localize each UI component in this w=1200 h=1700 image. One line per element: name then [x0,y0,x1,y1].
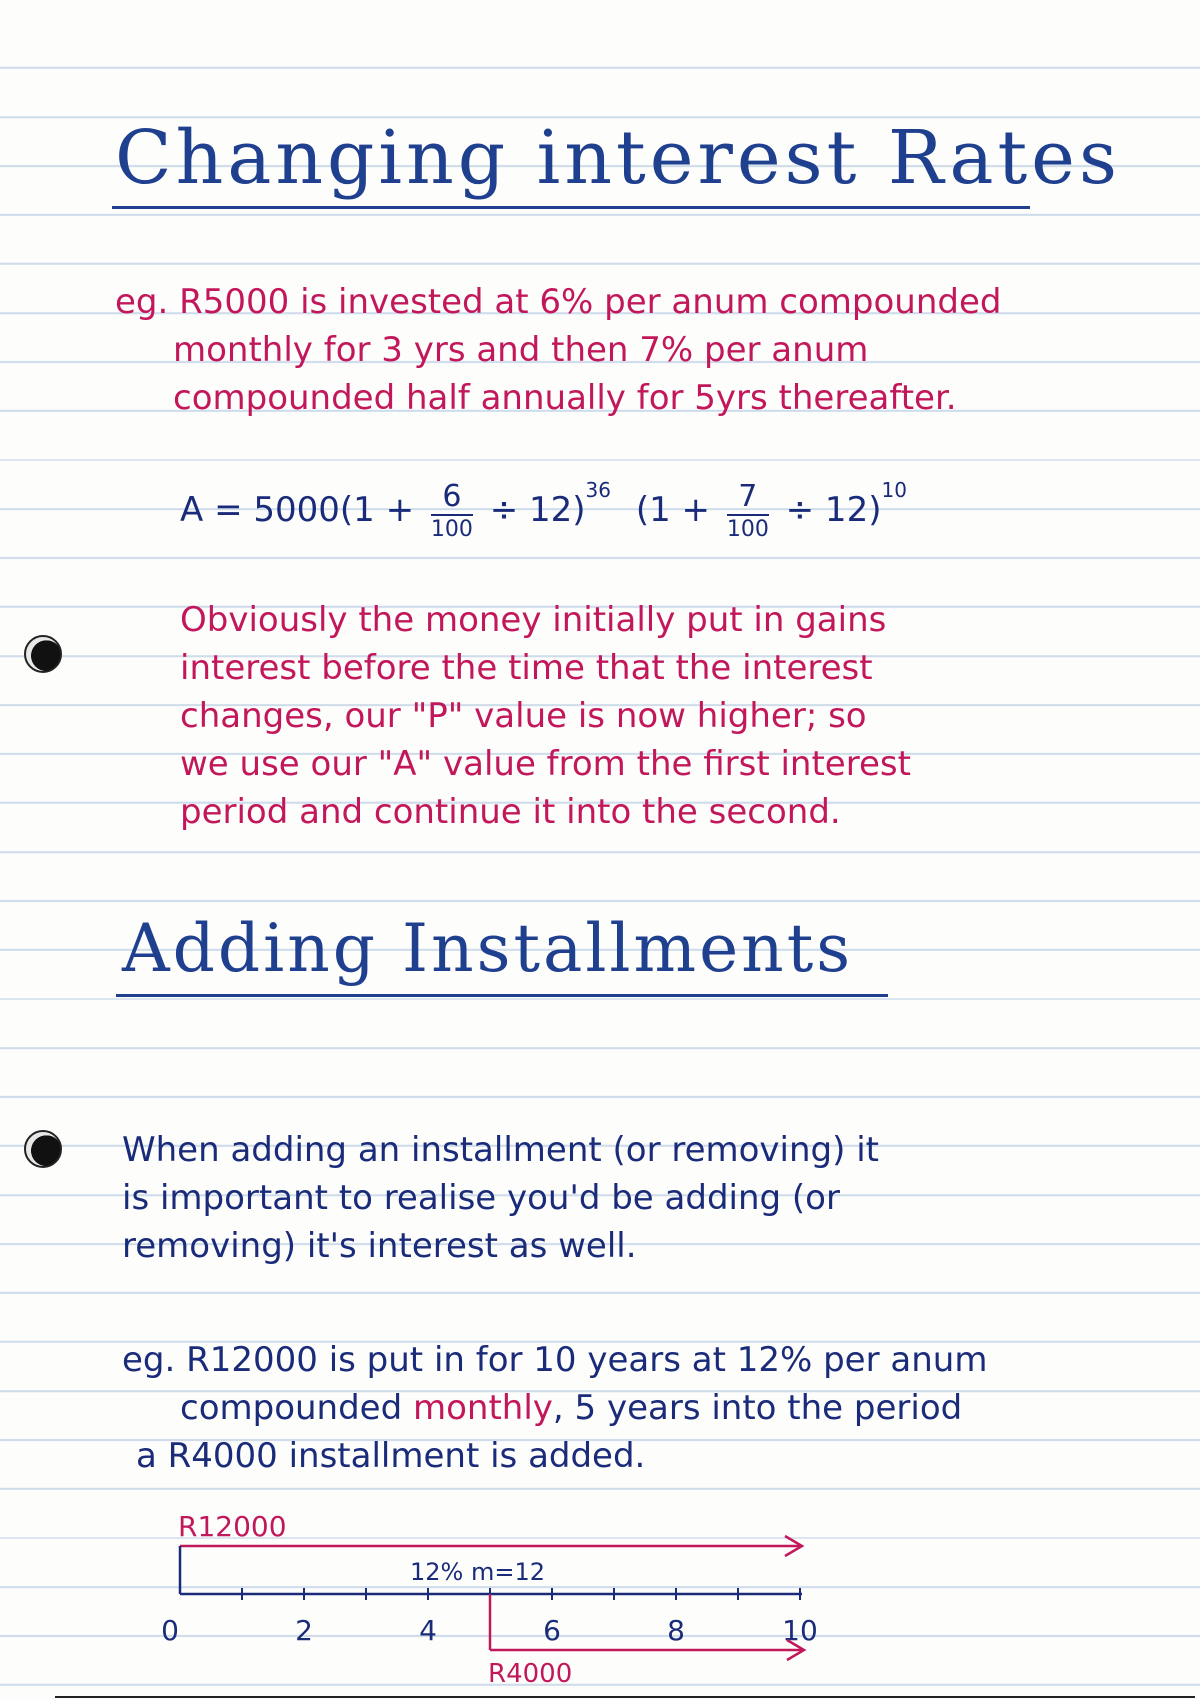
formula-lhs: A = 5000 [180,490,340,530]
timeline-bottom-label: R4000 [488,1659,573,1689]
timeline-tick-label: 10 [782,1614,818,1647]
timeline-diagram [140,1500,840,1690]
formula-fraction-1 [431,480,473,544]
formula-divide-1: ÷ 12) [489,490,586,530]
formula-open-1: (1 + [339,490,415,530]
binder-hole-top [24,635,62,673]
timeline-tick-label: 0 [161,1614,179,1647]
explanation-line: interest before the time that the interest [180,648,873,688]
formula-exponent-2: 10 [881,478,907,502]
section2-title: Adding Installments [122,910,854,987]
formula-open-2: (1 + [635,490,711,530]
example-line: eg. R5000 is invested at 6% per anum compounded [115,282,1002,322]
timeline-tick-label: 6 [543,1614,561,1647]
timeline-rate-label: 12% m=12 [410,1558,545,1586]
section2-intro [122,1126,1172,1270]
timeline-tick-label: 2 [295,1614,313,1647]
section1-example [115,278,1165,422]
section2-title-underline [116,994,888,997]
binder-hole-middle [24,1130,62,1168]
section1-title: Changing interest Rates [115,115,1121,201]
page-bottom-edge [55,1696,1195,1698]
example-line: compounded half annually for 5yrs thereafter. [173,378,957,418]
formula-divide-2: ÷ 12) [785,490,882,530]
timeline-tick-label: 8 [667,1614,685,1647]
fraction-denominator: 100 [430,516,473,542]
example-line: eg. R12000 is put in for 10 years at 12% per anum [122,1340,988,1380]
intro-line: removing) it's interest as well. [122,1226,637,1266]
timeline-tick-label: 4 [419,1614,437,1647]
formula-fraction-2 [727,480,769,544]
explanation-line: changes, our "P" value is now higher; so [180,696,867,736]
example-line [122,1384,1192,1432]
fraction-numerator: 6 [431,480,473,516]
explanation-line: period and continue it into the second. [180,792,841,832]
example-text: , 5 years into the period [552,1388,963,1428]
explanation-line: Obviously the money initially put in gains [180,600,887,640]
intro-line: When adding an installment (or removing) it [122,1130,879,1170]
compound-formula [180,478,907,544]
intro-line: is important to realise you'd be adding (or [122,1178,840,1218]
section1-title-underline [112,206,1030,209]
example-line: monthly for 3 yrs and then 7% per anum [173,330,869,370]
fraction-denominator: 100 [726,516,769,542]
fraction-numerator: 7 [727,480,769,516]
example-text: compounded [180,1388,413,1428]
example-line: a R4000 installment is added. [136,1436,646,1476]
timeline-top-label: R12000 [178,1510,287,1543]
section2-example [122,1336,1192,1480]
explanation-line: we use our "A" value from the first interest [180,744,911,784]
formula-exponent-1: 36 [585,478,611,502]
section1-explanation [180,596,1180,836]
example-highlight-monthly: monthly [413,1388,553,1428]
